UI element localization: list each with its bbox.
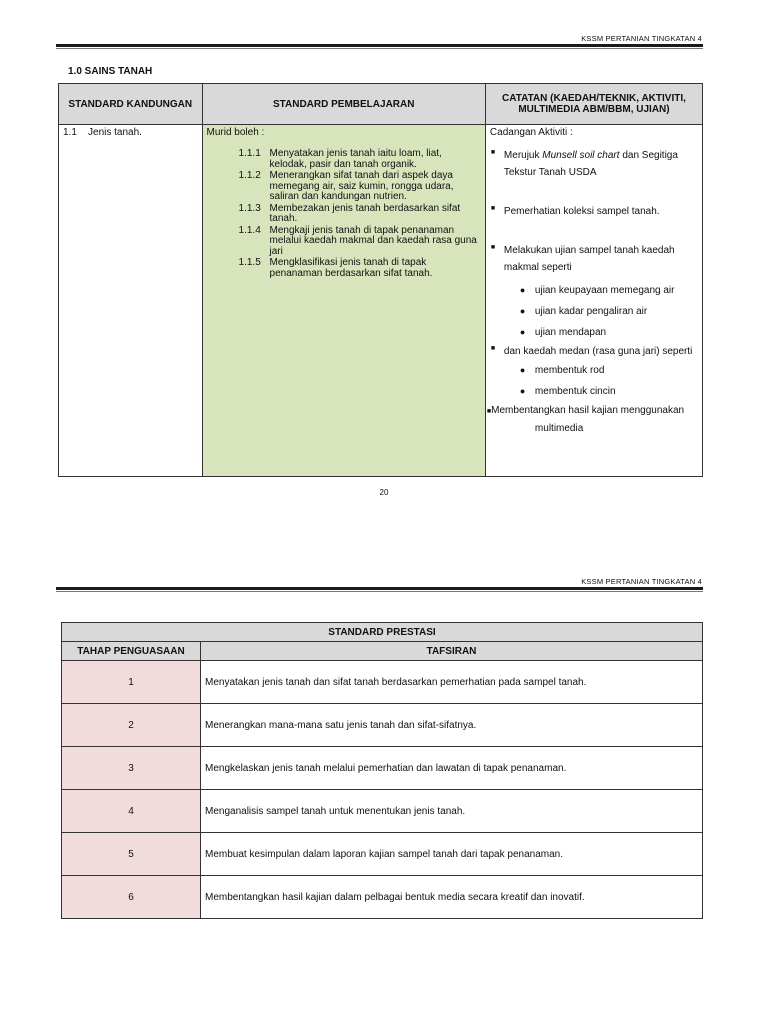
activity-item	[487, 402, 698, 420]
objective-number: 1.1.2	[238, 170, 261, 181]
sub-item	[490, 381, 698, 402]
level-cell: 4	[62, 790, 201, 833]
column-header-catatan: CATATAN (KAEDAH/TEKNIK, AKTIVITI, MULTIMEDIA ABM/BBM, UJIAN)	[485, 84, 702, 125]
column-header-standard-kandungan: STANDARD KANDUNGAN	[59, 84, 203, 125]
page-number: 20	[379, 488, 389, 497]
pembelajaran-lead: Murid boleh :	[206, 127, 265, 138]
table-row	[62, 704, 703, 747]
activity-text: Melakukan ujian sampel tanah kaedah makmal seperti	[503, 245, 675, 273]
table-row	[62, 790, 703, 833]
section-title: 1.0 SAINS TANAH	[68, 66, 153, 77]
table-title: STANDARD PRESTASI	[62, 623, 703, 642]
round-bullet-icon: ●	[519, 365, 526, 375]
header-rule-thin	[56, 591, 703, 592]
header-rule-thin	[56, 48, 703, 49]
objective-number: 1.1.4	[238, 224, 261, 236]
level-cell: 6	[62, 876, 201, 919]
square-bullet-icon: ■	[486, 408, 492, 415]
activity-item	[490, 147, 698, 181]
sub-item	[490, 322, 698, 343]
square-bullet-icon: ■	[490, 244, 496, 251]
description-cell: Membuat kesimpulan dalam laporan kajian sampel tanah dari tapak penanaman.	[201, 833, 703, 876]
activity-text: Merujuk	[503, 150, 543, 161]
square-bullet-icon: ■	[490, 149, 496, 156]
sub-item	[490, 360, 698, 381]
level-cell: 1	[62, 661, 201, 704]
column-header-tahap: TAHAP PENGUASAAN	[62, 642, 201, 661]
description-cell: Membentangkan hasil kajian dalam pelbagai bentuk media secara kreatif dan inovatif.	[201, 876, 703, 919]
standards-table	[58, 83, 703, 477]
objective-text: Mengklasifikasi jenis tanah di tapak penanaman berdasarkan sifat tanah.	[269, 257, 433, 279]
objective-item	[203, 171, 485, 203]
objective-text: Menyatakan jenis tanah iaitu loam, liat, kelodak, pasir dan tanah organik.	[269, 148, 442, 170]
description-cell: Menerangkan mana-mana satu jenis tanah dan sifat-sifatnya.	[201, 704, 703, 747]
sub-item-text: membentuk cincin	[534, 386, 616, 397]
column-header-standard-pembelajaran: STANDARD PEMBELAJARAN	[202, 84, 485, 125]
sub-item-text: ujian kadar pengaliran air	[534, 306, 648, 317]
level-cell: 5	[62, 833, 201, 876]
round-bullet-icon: ●	[519, 285, 526, 295]
activity-text: Membentangkan hasil kajian menggunakan	[491, 405, 685, 416]
round-bullet-icon: ●	[519, 327, 526, 337]
sub-item	[490, 280, 698, 301]
activity-text: dan Segitiga Tekstur Tanah USDA	[503, 150, 678, 178]
standard-prestasi-table	[61, 622, 703, 919]
objective-number: 1.1.5	[238, 257, 261, 268]
activity-text-italic: Munsell soil chart	[542, 150, 620, 161]
activity-text-continued: multimedia	[534, 423, 584, 434]
standard-kandungan-cell	[59, 125, 203, 477]
round-bullet-icon: ●	[519, 386, 526, 396]
standard-kandungan-text: 1.1 Jenis tanah.	[63, 127, 142, 138]
sub-item	[490, 301, 698, 322]
square-bullet-icon: ■	[490, 345, 496, 352]
objective-item	[203, 149, 485, 170]
catatan-cell	[485, 125, 702, 477]
objective-number: 1.1.1	[238, 148, 261, 159]
table-row	[62, 661, 703, 704]
description-cell: Menganalisis sampel tanah untuk menentukan jenis tanah.	[201, 790, 703, 833]
table-row	[62, 747, 703, 790]
activity-item	[490, 242, 698, 276]
objective-text: Menerangkan sifat tanah dari aspek daya memegang air, saiz kumin, rongga udara, saliran dan kandungan nutrien.	[269, 170, 454, 202]
activity-text: dan kaedah medan (rasa guna jari) seperti	[503, 346, 693, 357]
activity-item	[490, 343, 698, 360]
description-cell: Mengkelaskan jenis tanah melalui pemerhatian dan lawatan di tapak penanaman.	[201, 747, 703, 790]
table-row	[62, 876, 703, 919]
activity-text: Pemerhatian koleksi sampel tanah.	[503, 206, 660, 217]
column-header-tafsiran: TAFSIRAN	[201, 642, 703, 661]
objective-item	[203, 226, 485, 258]
square-bullet-icon: ■	[490, 205, 496, 212]
page-header: KSSM PERTANIAN TINGKATAN 4	[581, 34, 702, 43]
standard-pembelajaran-cell	[202, 125, 485, 477]
catatan-lead: Cadangan Aktiviti :	[489, 127, 573, 138]
objective-text: Membezakan jenis tanah berdasarkan sifat tanah.	[269, 202, 461, 224]
objective-text: Mengkaji jenis tanah di tapak penanaman melalui kaedah makmal dan kaedah rasa guna jari	[269, 224, 477, 257]
objective-item	[203, 258, 485, 279]
page-header: KSSM PERTANIAN TINGKATAN 4	[581, 577, 702, 586]
objective-number: 1.1.3	[238, 202, 261, 214]
level-cell: 3	[62, 747, 201, 790]
table-row	[62, 833, 703, 876]
round-bullet-icon: ●	[519, 306, 526, 316]
description-cell: Menyatakan jenis tanah dan sifat tanah berdasarkan pemerhatian pada sampel tanah.	[201, 661, 703, 704]
sub-item-text: membentuk rod	[534, 365, 605, 376]
level-cell: 2	[62, 704, 201, 747]
objective-item	[203, 204, 485, 225]
header-rule	[56, 587, 703, 590]
sub-item-text: ujian keupayaan memegang air	[534, 285, 675, 296]
activity-item	[490, 203, 698, 220]
sub-item-text: ujian mendapan	[534, 327, 607, 338]
header-rule	[56, 44, 703, 47]
